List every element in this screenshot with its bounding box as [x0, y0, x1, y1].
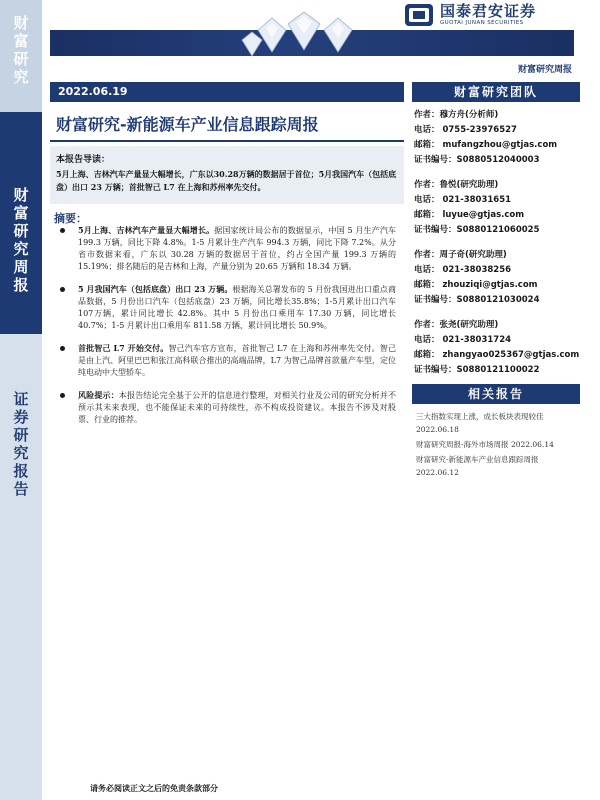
- author-name: 作者：张尧(研究助理): [414, 320, 499, 330]
- related-report-date: 2022.06.18: [416, 425, 459, 434]
- abstract-item: [58, 283, 396, 332]
- author-email[interactable]: 邮箱： luyue@gtjas.com: [414, 210, 525, 220]
- author-email[interactable]: 邮箱： zhangyao025367@gtjas.com: [414, 350, 580, 360]
- related-report-title[interactable]: 财富研究-新能源车产业信息跟踪周报: [416, 455, 539, 464]
- abstract-item-text: 据国家统计局公布的数据显示，中国 5 月生产汽车 199.3 万辆，同比下降 4.8%。1-5 月累计生产汽车 994.3 万辆，同比下降 7.2%。从分省市数据来看，广东以 30.28 万辆的数据居于首位，约占全国产量 199.3 万辆的 15.19%；排名随后的是吉林和上海，产量分别为 20.65 万辆和 18.34 万辆。: [78, 226, 396, 271]
- title-divider: [50, 140, 404, 142]
- team-heading: 财富研究团队: [412, 82, 580, 102]
- related-report-item[interactable]: [416, 438, 588, 451]
- author-cert: 证书编号：S0880121030024: [414, 295, 540, 305]
- author-name: 作者：鲁悦(研究助理): [414, 180, 499, 190]
- logo-name-cn: 国泰君安证券: [440, 2, 537, 20]
- abstract-item-lead: 5 月我国汽车（包括底盘）出口 23 万辆。: [78, 284, 233, 294]
- related-report-title[interactable]: 三大指数实现上涨，成长板块表现较佳: [416, 412, 544, 421]
- author-cert: 证书编号：S0880512040003: [414, 155, 540, 165]
- author-name: 作者：穆方舟(分析师): [414, 110, 499, 120]
- sidebar-label-bottom: 证 券 研 究 报 告: [13, 390, 29, 498]
- author-phone: 电话： 0755-23976527: [414, 125, 517, 135]
- left-sidebar: [0, 0, 42, 800]
- abstract-item: [58, 224, 396, 273]
- guide-text: 5月上海、吉林汽车产量显大幅增长，广东以30.28万辆的数据居于首位；5月我国汽车（包括底盘）出口 23 万辆；首批智己 L7 在上海和苏州率先交付。: [56, 169, 397, 192]
- logo-name-en: GUOTAI JUNAN SECURITIES: [440, 20, 524, 26]
- author-card: [414, 178, 590, 238]
- author-card: [414, 108, 590, 168]
- author-phone: 电话： 021-38031724: [414, 335, 512, 345]
- author-phone: 电话： 021-38031651: [414, 195, 512, 205]
- abstract-item: [58, 342, 396, 379]
- related-report-title[interactable]: 财富研究周报-海外市场周报: [416, 440, 509, 449]
- bullet-dot-icon: [60, 228, 65, 233]
- page-title: 财富研究-新能源车产业信息跟踪周报: [56, 115, 319, 134]
- abstract-heading: 摘要：: [54, 212, 87, 225]
- abstract-item-lead: 5月上海、吉林汽车产量显大幅增长。: [78, 225, 215, 235]
- related-report-date: 2022.06.12: [416, 468, 459, 477]
- related-report-date: 2022.06.14: [510, 440, 554, 449]
- author-email[interactable]: 邮箱： zhouziqi@gtjas.com: [414, 280, 538, 290]
- bullet-dot-icon: [60, 346, 65, 351]
- sidebar-label-top: 财 富 研 究: [13, 14, 29, 86]
- author-phone: 电话： 021-38038256: [414, 265, 512, 275]
- logo-mark-icon: [404, 3, 434, 27]
- diamond-decoration-icon: [238, 10, 368, 62]
- related-report-item[interactable]: [416, 410, 588, 436]
- guide-heading: 本报告导读：: [56, 155, 111, 165]
- company-logo: [404, 2, 594, 28]
- related-report-item[interactable]: [416, 453, 588, 479]
- report-date: 2022.06.19: [50, 82, 404, 102]
- sidebar-label-middle: 财 富 研 究 周 报: [13, 186, 29, 294]
- abstract-item-lead: 首批智己 L7 开始交付。: [78, 343, 169, 353]
- disclaimer-footer: 请务必阅读正文之后的免责条款部分: [90, 783, 218, 793]
- abstract-item-lead: 风险提示：: [78, 390, 119, 400]
- author-email[interactable]: 邮箱： mufangzhou@gtjas.com: [414, 140, 558, 150]
- author-card: [414, 318, 590, 378]
- abstract-item-text: 智己汽车官方宣布，首批智己 L7 在上海和苏州率先交付。智己是由上汽、阿里巴巴和张江高科联合推出的高端品牌，L7 为智己品牌首款量产车型，定位纯电动中大型轿车。: [78, 344, 396, 377]
- author-card: [414, 248, 590, 308]
- report-type-label: 财富研究周报: [517, 65, 572, 75]
- abstract-item-text: 本报告结论完全基于公开的信息进行整理，对相关行业及公司的研究分析并不预示其未来表现，也不能保证未来的可持续性，亦不构成投资建议。本报告不涉及对股票、行业的推荐。: [78, 391, 397, 424]
- author-name: 作者：周子奇(研究助理): [414, 250, 507, 260]
- abstract-item: [58, 389, 396, 426]
- author-cert: 证书编号：S0880121100022: [414, 365, 540, 375]
- related-reports-list: [416, 410, 588, 481]
- bullet-dot-icon: [60, 287, 65, 292]
- author-list: [414, 108, 590, 388]
- related-reports-heading: 相关报告: [412, 384, 580, 404]
- report-guide-box: [50, 146, 404, 204]
- abstract-list: [58, 224, 396, 436]
- abstract-item-text: 根据海关总署发布的 5 月份我国进出口重点商品数据，5 月份出口汽车（包括底盘）23 万辆，同比增长35.8%；1-5月累计出口汽车 107万辆，累计同比增长 42.8%。其中 5 月份出口乘用车 17.30 万辆，同比增长 40.7%；1-5 月累计出口乘用车 811.58 万辆，累计同比增长 50.9%。: [78, 285, 396, 330]
- author-cert: 证书编号：S0880121060025: [414, 225, 540, 235]
- bullet-dot-icon: [60, 393, 65, 398]
